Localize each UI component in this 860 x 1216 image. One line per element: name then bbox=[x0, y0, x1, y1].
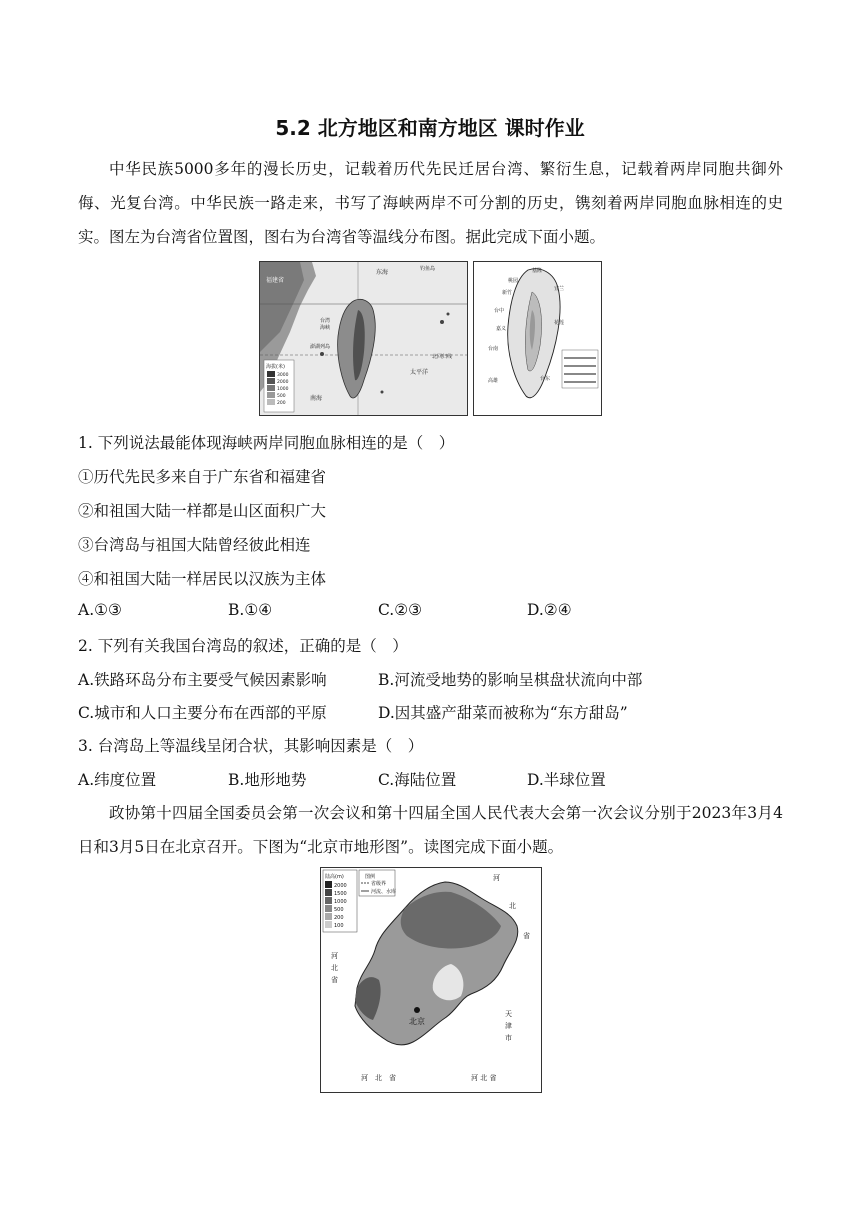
svg-text:3000: 3000 bbox=[277, 373, 289, 378]
svg-text:新竹: 新竹 bbox=[502, 290, 513, 296]
svg-text:河 北 省: 河 北 省 bbox=[361, 1074, 396, 1082]
svg-text:北京: 北京 bbox=[409, 1017, 425, 1026]
svg-text:1000: 1000 bbox=[334, 899, 347, 905]
svg-text:河: 河 bbox=[331, 952, 338, 960]
svg-text:台中: 台中 bbox=[494, 308, 505, 314]
q2-option-a[interactable]: A.铁路环岛分布主要受气候因素影响 bbox=[78, 671, 327, 689]
svg-text:台南: 台南 bbox=[488, 346, 499, 352]
q1-statement-4: ④和祖国大陆一样居民以汉族为主体 bbox=[78, 570, 327, 588]
q3-option-b[interactable]: B.地形地势 bbox=[228, 771, 307, 789]
q1-statement-2: ②和祖国大陆一样都是山区面积广大 bbox=[78, 502, 327, 520]
q1-option-b[interactable]: B.①④ bbox=[228, 601, 273, 619]
q2-option-b[interactable]: B.河流受地势的影响呈棋盘状流向中部 bbox=[378, 671, 643, 689]
svg-text:2000: 2000 bbox=[277, 380, 289, 385]
q3-option-a[interactable]: A.纬度位置 bbox=[78, 771, 157, 789]
svg-text:500: 500 bbox=[277, 394, 286, 399]
svg-text:海峡: 海峡 bbox=[320, 325, 331, 331]
page-title: 5.2 北方地区和南方地区 课时作业 bbox=[275, 116, 585, 140]
svg-text:北回归线: 北回归线 bbox=[432, 354, 453, 360]
q2-stem: 2. 下列有关我国台湾岛的叙述，正确的是（ ） bbox=[78, 637, 408, 655]
svg-text:图例: 图例 bbox=[365, 874, 376, 880]
svg-text:花莲: 花莲 bbox=[554, 320, 565, 326]
passage-beijing: 政协第十四届全国委员会第一次会议和第十四届全国人民代表大会第一次会议分别于2023年3月4日和3月5日在北京召开。下图为“北京市地形图”。读图完成下面小题。 bbox=[78, 804, 783, 856]
svg-text:1500: 1500 bbox=[334, 891, 347, 897]
q3-option-d[interactable]: D.半球位置 bbox=[527, 771, 606, 789]
svg-text:太平洋: 太平洋 bbox=[410, 369, 429, 376]
svg-text:桃园: 桃园 bbox=[508, 278, 519, 284]
q1-option-c[interactable]: C.②③ bbox=[378, 601, 423, 619]
svg-text:福建省: 福建省 bbox=[266, 277, 285, 284]
svg-text:东海: 东海 bbox=[376, 269, 389, 276]
svg-text:天: 天 bbox=[505, 1010, 512, 1018]
svg-text:嘉义: 嘉义 bbox=[496, 326, 507, 332]
svg-text:2000: 2000 bbox=[334, 883, 347, 889]
svg-text:500: 500 bbox=[334, 907, 344, 913]
svg-text:200: 200 bbox=[277, 401, 286, 406]
svg-text:台东: 台东 bbox=[540, 376, 551, 382]
svg-text:南海: 南海 bbox=[310, 395, 323, 402]
svg-text:陆高(m): 陆高(m) bbox=[325, 874, 344, 880]
q1-option-d[interactable]: D.②④ bbox=[527, 601, 572, 619]
svg-text:省: 省 bbox=[523, 932, 530, 940]
svg-text:海拔(米): 海拔(米) bbox=[266, 364, 285, 370]
svg-text:河流、水库: 河流、水库 bbox=[371, 889, 397, 895]
svg-text:北: 北 bbox=[331, 964, 338, 972]
taiwan-location-map bbox=[259, 261, 468, 416]
passage-taiwan: 中华民族5000多年的漫长历史，记载着历代先民迁居台湾、繁衍生息，记载着两岸同胞共御外侮、光复台湾。中华民族一路走来，书写了海峡两岸不可分割的历史，镌刻着两岸同胞血脉相连的史实。图左为台湾省位置图，图右为台湾省等温线分布图。据此完成下面小题。 bbox=[78, 160, 783, 246]
svg-text:澎湖列岛: 澎湖列岛 bbox=[310, 344, 331, 350]
q1-option-a[interactable]: A.①③ bbox=[78, 601, 122, 619]
svg-text:市: 市 bbox=[505, 1034, 512, 1042]
q1-stem: 1. 下列说法最能体现海峡两岸同胞血脉相连的是（ ） bbox=[78, 434, 455, 452]
svg-text:高雄: 高雄 bbox=[488, 378, 499, 384]
svg-text:省级界: 省级界 bbox=[371, 881, 387, 887]
q2-option-c[interactable]: C.城市和人口主要分布在西部的平原 bbox=[78, 704, 327, 722]
svg-text:河: 河 bbox=[493, 874, 500, 882]
svg-text:基隆: 基隆 bbox=[532, 268, 543, 274]
svg-text:台湾: 台湾 bbox=[320, 318, 331, 324]
svg-text:省: 省 bbox=[331, 976, 338, 984]
q1-statement-3: ③台湾岛与祖国大陆曾经彼此相连 bbox=[78, 536, 311, 554]
svg-text:河 北 省: 河 北 省 bbox=[471, 1074, 497, 1082]
q3-stem: 3. 台湾岛上等温线呈闭合状，其影响因素是（ ） bbox=[78, 737, 424, 755]
taiwan-isotherm-map bbox=[473, 261, 602, 416]
svg-text:钓鱼岛: 钓鱼岛 bbox=[420, 266, 436, 272]
q1-statement-1: ①历代先民多来自于广东省和福建省 bbox=[78, 468, 327, 486]
q3-option-c[interactable]: C.海陆位置 bbox=[378, 771, 457, 789]
beijing-terrain-map bbox=[320, 867, 542, 1093]
svg-text:100: 100 bbox=[334, 923, 344, 929]
svg-text:1000: 1000 bbox=[277, 387, 289, 392]
svg-text:津: 津 bbox=[505, 1022, 512, 1030]
q2-option-d[interactable]: D.因其盛产甜菜而被称为“东方甜岛” bbox=[378, 704, 628, 722]
svg-text:北: 北 bbox=[509, 902, 516, 910]
svg-text:宜兰: 宜兰 bbox=[554, 286, 565, 292]
svg-text:200: 200 bbox=[334, 915, 344, 921]
